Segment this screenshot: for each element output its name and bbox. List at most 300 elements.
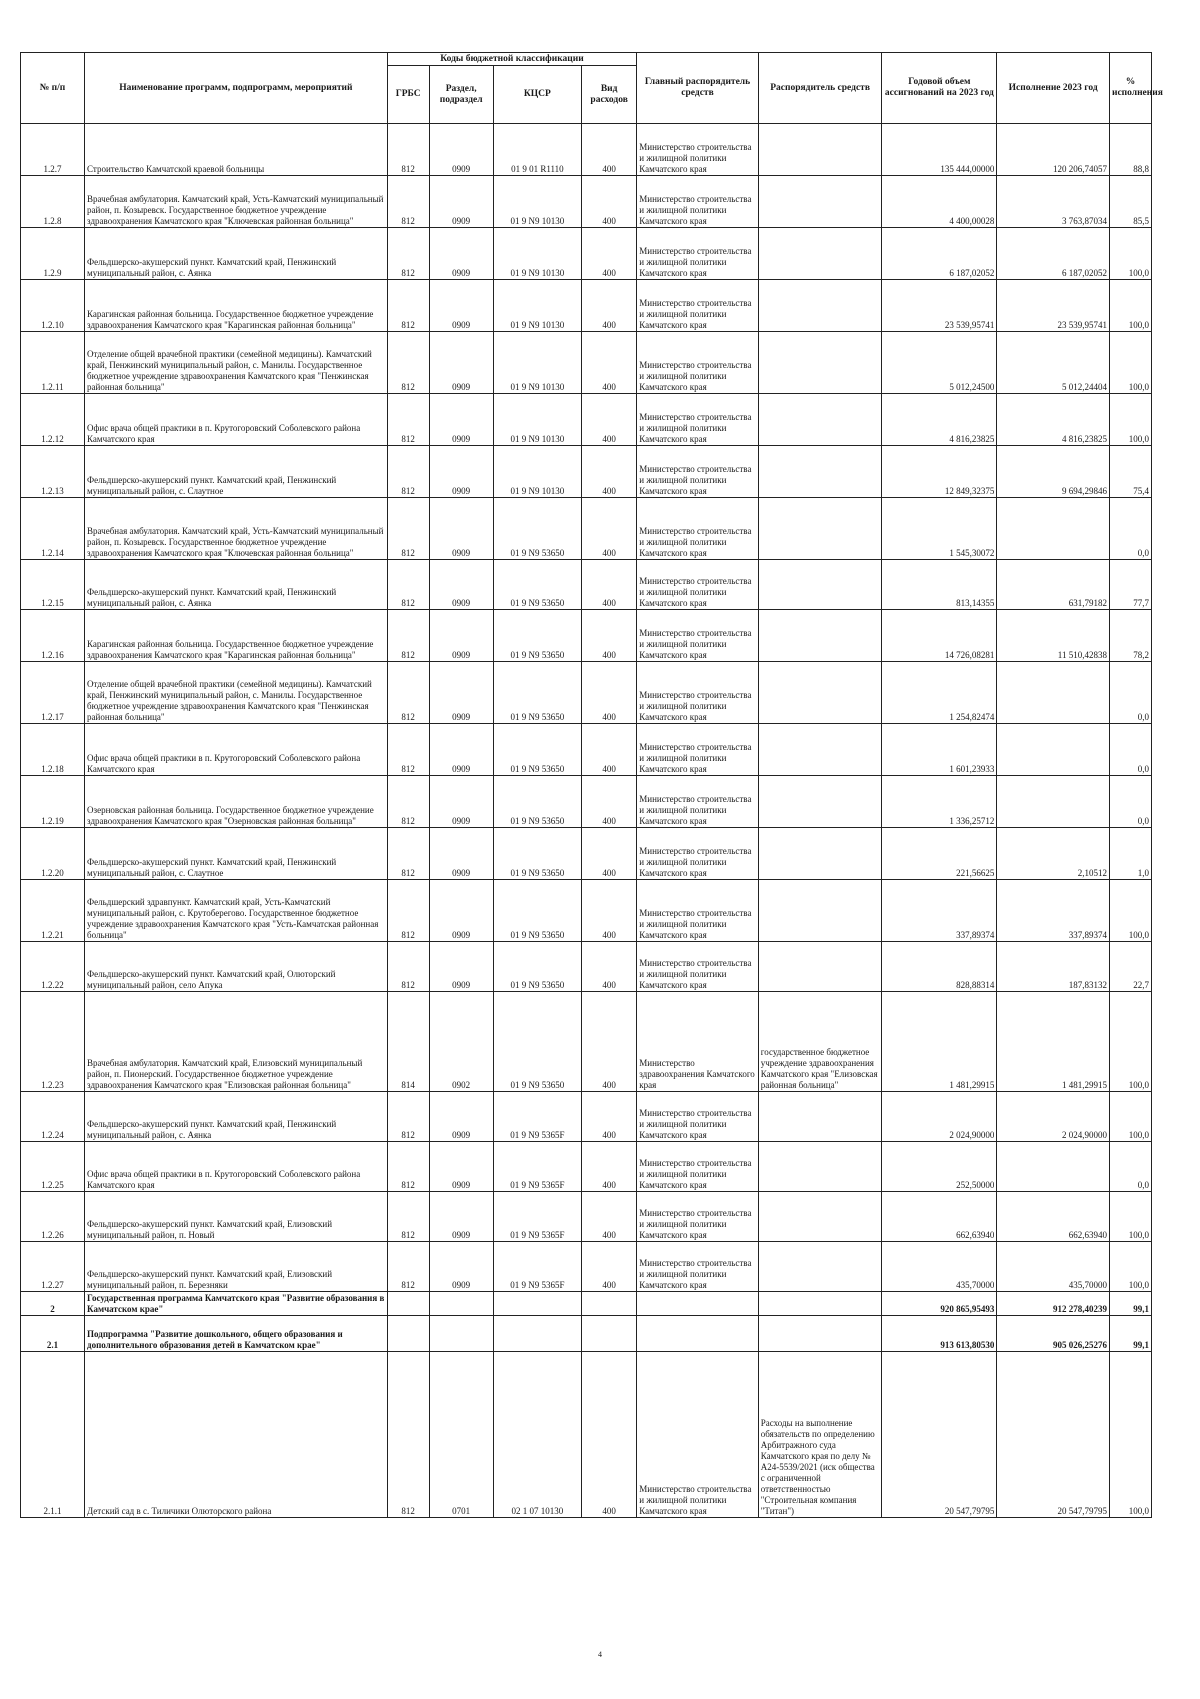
- cell-chief: Министерство строительства и жилищной политики Камчатского края: [637, 1092, 758, 1142]
- cell-num: 1.2.21: [21, 880, 85, 942]
- cell-grbs: 812: [387, 880, 429, 942]
- cell-executed: 20 547,79795: [997, 1352, 1110, 1518]
- table-body: [21, 124, 1152, 1518]
- cell-pct: 100,0: [1109, 880, 1151, 942]
- cell-vr: 400: [582, 828, 637, 880]
- cell-section: 0909: [429, 662, 493, 724]
- cell-kcsr: 01 9 N9 53650: [493, 942, 581, 992]
- table-row: [21, 394, 1152, 446]
- cell-name: Врачебная амбулатория. Камчатский край, Усть-Камчатский муниципальный район, п. Козыревск. Государственное бюджетное учреждение здравоохранения Камчатского края "Ключевская районная больница": [85, 498, 388, 560]
- cell-executed: [997, 776, 1110, 828]
- cell-num: 1.2.18: [21, 724, 85, 776]
- cell-section: 0909: [429, 228, 493, 280]
- cell-planned: 913 613,80530: [882, 1316, 997, 1352]
- cell-section: 0909: [429, 176, 493, 228]
- cell-planned: 1 336,25712: [882, 776, 997, 828]
- cell-pct: 100,0: [1109, 1352, 1151, 1518]
- cell-pct: 78,2: [1109, 610, 1151, 662]
- header-num: № п/п: [21, 53, 85, 124]
- cell-pct: 100,0: [1109, 394, 1151, 446]
- cell-pct: 88,8: [1109, 124, 1151, 176]
- cell-kcsr: 01 9 N9 10130: [493, 332, 581, 394]
- cell-section: 0909: [429, 280, 493, 332]
- cell-planned: 2 024,90000: [882, 1092, 997, 1142]
- cell-name: Врачебная амбулатория. Камчатский край, Елизовский муниципальный район, п. Пионерский. Государственное бюджетное учреждение здравоохранения Камчатского края "Елизовская районная больница": [85, 992, 388, 1092]
- cell-num: 2: [21, 1292, 85, 1316]
- cell-grbs: 812: [387, 1352, 429, 1518]
- cell-vr: 400: [582, 1142, 637, 1192]
- cell-section: 0902: [429, 992, 493, 1092]
- cell-vr: 400: [582, 498, 637, 560]
- cell-executed: 11 510,42838: [997, 610, 1110, 662]
- cell-vr: 400: [582, 280, 637, 332]
- cell-planned: 12 849,32375: [882, 446, 997, 498]
- cell-executed: 905 026,25276: [997, 1316, 1110, 1352]
- cell-grbs: 812: [387, 124, 429, 176]
- cell-executed: 5 012,24404: [997, 332, 1110, 394]
- cell-num: 1.2.7: [21, 124, 85, 176]
- cell-manager: [758, 828, 882, 880]
- header-chief: Главный распорядитель средств: [637, 53, 758, 124]
- cell-manager: [758, 560, 882, 610]
- cell-grbs: 812: [387, 446, 429, 498]
- cell-planned: 337,89374: [882, 880, 997, 942]
- cell-chief: Министерство строительства и жилищной политики Камчатского края: [637, 124, 758, 176]
- cell-chief: Министерство строительства и жилищной политики Камчатского края: [637, 1352, 758, 1518]
- cell-name: Подпрограмма "Развитие дошкольного, общего образования и дополнительного образования детей в Камчатском крае": [85, 1316, 388, 1352]
- cell-grbs: 814: [387, 992, 429, 1092]
- cell-planned: 14 726,08281: [882, 610, 997, 662]
- cell-manager: [758, 228, 882, 280]
- cell-vr: 400: [582, 332, 637, 394]
- cell-chief: Министерство строительства и жилищной политики Камчатского края: [637, 1142, 758, 1192]
- cell-section: 0909: [429, 560, 493, 610]
- table-row: [21, 1192, 1152, 1242]
- cell-grbs: 812: [387, 1092, 429, 1142]
- header-executed: Исполнение 2023 год: [997, 53, 1110, 124]
- cell-section: 0909: [429, 1242, 493, 1292]
- cell-grbs: 812: [387, 828, 429, 880]
- header-name: Наименование программ, подпрограмм, мероприятий: [85, 53, 388, 124]
- cell-kcsr: 01 9 N9 5365F: [493, 1242, 581, 1292]
- cell-manager: [758, 1092, 882, 1142]
- cell-manager: [758, 1292, 882, 1316]
- cell-num: 1.2.9: [21, 228, 85, 280]
- cell-manager: [758, 332, 882, 394]
- cell-grbs: [387, 1292, 429, 1316]
- cell-num: 1.2.19: [21, 776, 85, 828]
- cell-num: 1.2.12: [21, 394, 85, 446]
- cell-planned: 221,56625: [882, 828, 997, 880]
- cell-manager: [758, 446, 882, 498]
- cell-planned: 4 400,00028: [882, 176, 997, 228]
- cell-kcsr: 01 9 N9 53650: [493, 662, 581, 724]
- cell-name: Фельдшерско-акушерский пункт. Камчатский край, Пенжинский муниципальный район, с. Аянка: [85, 560, 388, 610]
- cell-chief: Министерство строительства и жилищной политики Камчатского края: [637, 1192, 758, 1242]
- cell-name: Фельдшерско-акушерский пункт. Камчатский край, Пенжинский муниципальный район, с. Слаутное: [85, 828, 388, 880]
- header-manager: Распорядитель средств: [758, 53, 882, 124]
- table-row: [21, 332, 1152, 394]
- cell-chief: Министерство строительства и жилищной политики Камчатского края: [637, 280, 758, 332]
- cell-kcsr: [493, 1316, 581, 1352]
- table-row: [21, 776, 1152, 828]
- cell-section: 0701: [429, 1352, 493, 1518]
- table-row: [21, 124, 1152, 176]
- cell-manager: [758, 1316, 882, 1352]
- document-page: [20, 52, 1163, 1518]
- cell-vr: 400: [582, 880, 637, 942]
- table-row: [21, 662, 1152, 724]
- cell-pct: 77,7: [1109, 560, 1151, 610]
- table-row: [21, 560, 1152, 610]
- cell-chief: Министерство здравоохранения Камчатского края: [637, 992, 758, 1092]
- cell-vr: [582, 1292, 637, 1316]
- cell-vr: 400: [582, 724, 637, 776]
- cell-section: 0909: [429, 394, 493, 446]
- table-row: [21, 498, 1152, 560]
- cell-chief: Министерство строительства и жилищной политики Камчатского края: [637, 828, 758, 880]
- cell-vr: 400: [582, 394, 637, 446]
- table-row: [21, 942, 1152, 992]
- cell-kcsr: 01 9 N9 5365F: [493, 1192, 581, 1242]
- cell-name: Государственная программа Камчатского края "Развитие образования в Камчатском крае": [85, 1292, 388, 1316]
- cell-manager: [758, 776, 882, 828]
- cell-manager: [758, 1192, 882, 1242]
- cell-grbs: [387, 1316, 429, 1352]
- cell-pct: 100,0: [1109, 992, 1151, 1092]
- cell-planned: 1 545,30072: [882, 498, 997, 560]
- table-row: [21, 1242, 1152, 1292]
- cell-kcsr: 01 9 N9 53650: [493, 828, 581, 880]
- cell-name: Фельдшерско-акушерский пункт. Камчатский край, Елизовский муниципальный район, п. Березняки: [85, 1242, 388, 1292]
- cell-manager: [758, 394, 882, 446]
- cell-kcsr: 01 9 N9 53650: [493, 724, 581, 776]
- cell-grbs: 812: [387, 176, 429, 228]
- cell-executed: 23 539,95741: [997, 280, 1110, 332]
- cell-kcsr: 01 9 N9 5365F: [493, 1092, 581, 1142]
- cell-kcsr: 01 9 N9 10130: [493, 394, 581, 446]
- table-row: [21, 1316, 1152, 1352]
- cell-grbs: 812: [387, 394, 429, 446]
- cell-num: 1.2.23: [21, 992, 85, 1092]
- cell-manager: [758, 610, 882, 662]
- cell-kcsr: 01 9 N9 10130: [493, 176, 581, 228]
- cell-planned: 20 547,79795: [882, 1352, 997, 1518]
- cell-executed: 187,83132: [997, 942, 1110, 992]
- cell-grbs: 812: [387, 776, 429, 828]
- header-vr: Вид расходов: [582, 66, 637, 124]
- cell-vr: [582, 1316, 637, 1352]
- cell-manager: [758, 942, 882, 992]
- cell-kcsr: 01 9 N9 10130: [493, 228, 581, 280]
- cell-name: Фельдшерско-акушерский пункт. Камчатский край, Пенжинский муниципальный район, с. Аянка: [85, 1092, 388, 1142]
- cell-executed: 435,70000: [997, 1242, 1110, 1292]
- cell-num: 1.2.22: [21, 942, 85, 992]
- table-row: [21, 1292, 1152, 1316]
- cell-grbs: 812: [387, 610, 429, 662]
- header-pct: % исполнения: [1109, 53, 1151, 124]
- cell-name: Фельдшерско-акушерский пункт. Камчатский край, Пенжинский муниципальный район, с. Аянка: [85, 228, 388, 280]
- cell-vr: 400: [582, 560, 637, 610]
- cell-section: 0909: [429, 610, 493, 662]
- cell-kcsr: 01 9 N9 53650: [493, 776, 581, 828]
- cell-num: 1.2.26: [21, 1192, 85, 1242]
- cell-section: 0909: [429, 776, 493, 828]
- cell-grbs: 812: [387, 1142, 429, 1192]
- cell-kcsr: 01 9 01 R1110: [493, 124, 581, 176]
- cell-vr: 400: [582, 124, 637, 176]
- cell-grbs: 812: [387, 280, 429, 332]
- cell-name: Офис врача общей практики в п. Крутогоровский Соболевского района Камчатского края: [85, 1142, 388, 1192]
- header-section: Раздел, подраздел: [429, 66, 493, 124]
- cell-vr: 400: [582, 446, 637, 498]
- cell-executed: 120 206,74057: [997, 124, 1110, 176]
- table-row: [21, 610, 1152, 662]
- cell-manager: [758, 498, 882, 560]
- cell-chief: Министерство строительства и жилищной политики Камчатского края: [637, 724, 758, 776]
- cell-chief: Министерство строительства и жилищной политики Камчатского края: [637, 560, 758, 610]
- cell-chief: [637, 1316, 758, 1352]
- cell-pct: 100,0: [1109, 332, 1151, 394]
- cell-section: 0909: [429, 1192, 493, 1242]
- cell-kcsr: 01 9 N9 53650: [493, 880, 581, 942]
- cell-vr: 400: [582, 992, 637, 1092]
- cell-vr: 400: [582, 1192, 637, 1242]
- cell-grbs: 812: [387, 662, 429, 724]
- cell-planned: 435,70000: [882, 1242, 997, 1292]
- cell-kcsr: 01 9 N9 10130: [493, 446, 581, 498]
- cell-name: Озерновская районная больница. Государственное бюджетное учреждение здравоохранения Камчатского края "Озерновская районная больница": [85, 776, 388, 828]
- cell-manager: [758, 124, 882, 176]
- cell-executed: 337,89374: [997, 880, 1110, 942]
- cell-name: Фельдшерско-акушерский пункт. Камчатский край, Олюторский муниципальный район, село Апука: [85, 942, 388, 992]
- cell-kcsr: 01 9 N9 53650: [493, 498, 581, 560]
- cell-executed: 2,10512: [997, 828, 1110, 880]
- cell-vr: 400: [582, 610, 637, 662]
- table-row: [21, 280, 1152, 332]
- cell-num: 1.2.16: [21, 610, 85, 662]
- cell-chief: Министерство строительства и жилищной политики Камчатского края: [637, 332, 758, 394]
- cell-num: 1.2.24: [21, 1092, 85, 1142]
- cell-executed: 9 694,29846: [997, 446, 1110, 498]
- cell-chief: Министерство строительства и жилищной политики Камчатского края: [637, 880, 758, 942]
- cell-planned: 920 865,95493: [882, 1292, 997, 1316]
- cell-planned: 23 539,95741: [882, 280, 997, 332]
- cell-section: [429, 1316, 493, 1352]
- cell-vr: 400: [582, 176, 637, 228]
- cell-executed: [997, 498, 1110, 560]
- cell-grbs: 812: [387, 942, 429, 992]
- cell-section: 0909: [429, 124, 493, 176]
- cell-pct: 75,4: [1109, 446, 1151, 498]
- cell-chief: Министерство строительства и жилищной политики Камчатского края: [637, 942, 758, 992]
- cell-section: 0909: [429, 942, 493, 992]
- cell-name: Фельдшерский здравпункт. Камчатский край, Усть-Камчатский муниципальный район, с. Крутоберегово. Государственное бюджетное учреждение здравоохранения Камчатского края "Усть-Камчатская районная больница": [85, 880, 388, 942]
- cell-manager: [758, 280, 882, 332]
- cell-grbs: 812: [387, 332, 429, 394]
- cell-kcsr: 01 9 N9 10130: [493, 280, 581, 332]
- cell-planned: 1 481,29915: [882, 992, 997, 1092]
- cell-section: 0909: [429, 724, 493, 776]
- cell-chief: Министерство строительства и жилищной политики Камчатского края: [637, 176, 758, 228]
- cell-name: Фельдшерско-акушерский пункт. Камчатский край, Елизовский муниципальный район, п. Новый: [85, 1192, 388, 1242]
- cell-pct: 0,0: [1109, 776, 1151, 828]
- cell-name: Офис врача общей практики в п. Крутогоровский Соболевского района Камчатского края: [85, 394, 388, 446]
- cell-pct: 0,0: [1109, 724, 1151, 776]
- cell-manager: [758, 880, 882, 942]
- cell-num: 1.2.8: [21, 176, 85, 228]
- table-row: [21, 828, 1152, 880]
- cell-manager: [758, 724, 882, 776]
- header-kcsr: КЦСР: [493, 66, 581, 124]
- cell-chief: Министерство строительства и жилищной политики Камчатского края: [637, 446, 758, 498]
- cell-section: 0909: [429, 880, 493, 942]
- cell-pct: 22,7: [1109, 942, 1151, 992]
- cell-vr: 400: [582, 1242, 637, 1292]
- cell-vr: 400: [582, 776, 637, 828]
- cell-vr: 400: [582, 662, 637, 724]
- cell-num: 2.1: [21, 1316, 85, 1352]
- cell-manager: [758, 1142, 882, 1192]
- cell-section: 0909: [429, 828, 493, 880]
- cell-manager: [758, 176, 882, 228]
- cell-pct: 100,0: [1109, 1192, 1151, 1242]
- cell-kcsr: 01 9 N9 53650: [493, 992, 581, 1092]
- cell-pct: 1,0: [1109, 828, 1151, 880]
- cell-planned: 828,88314: [882, 942, 997, 992]
- cell-kcsr: 01 9 N9 53650: [493, 560, 581, 610]
- cell-num: 2.1.1: [21, 1352, 85, 1518]
- cell-grbs: 812: [387, 1192, 429, 1242]
- cell-planned: 1 601,23933: [882, 724, 997, 776]
- table-row: [21, 176, 1152, 228]
- page-number: 4: [598, 1650, 602, 1659]
- cell-planned: 6 187,02052: [882, 228, 997, 280]
- cell-executed: 662,63940: [997, 1192, 1110, 1242]
- cell-pct: 100,0: [1109, 1242, 1151, 1292]
- header-codes-group: Коды бюджетной классификации: [387, 53, 637, 66]
- cell-name: Фельдшерско-акушерский пункт. Камчатский край, Пенжинский муниципальный район, с. Слаутное: [85, 446, 388, 498]
- table-row: [21, 446, 1152, 498]
- table-row: [21, 1142, 1152, 1192]
- cell-name: Офис врача общей практики в п. Крутогоровский Соболевского района Камчатского края: [85, 724, 388, 776]
- cell-pct: 0,0: [1109, 662, 1151, 724]
- table-row: [21, 1352, 1152, 1518]
- cell-name: Врачебная амбулатория. Камчатский край, Усть-Камчатский муниципальный район, п. Козыревск. Государственное бюджетное учреждение здравоохранения Камчатского края "Ключевская районная больница": [85, 176, 388, 228]
- cell-num: 1.2.11: [21, 332, 85, 394]
- cell-num: 1.2.27: [21, 1242, 85, 1292]
- cell-pct: 99,1: [1109, 1292, 1151, 1316]
- header-grbs: ГРБС: [387, 66, 429, 124]
- cell-executed: 631,79182: [997, 560, 1110, 610]
- cell-vr: 400: [582, 1092, 637, 1142]
- cell-grbs: 812: [387, 560, 429, 610]
- cell-num: 1.2.17: [21, 662, 85, 724]
- cell-pct: 100,0: [1109, 280, 1151, 332]
- cell-vr: 400: [582, 228, 637, 280]
- cell-kcsr: 01 9 N9 5365F: [493, 1142, 581, 1192]
- table-row: [21, 228, 1152, 280]
- cell-grbs: 812: [387, 498, 429, 560]
- cell-executed: 6 187,02052: [997, 228, 1110, 280]
- cell-pct: 100,0: [1109, 1092, 1151, 1142]
- cell-chief: Министерство строительства и жилищной политики Камчатского края: [637, 610, 758, 662]
- cell-executed: 912 278,40239: [997, 1292, 1110, 1316]
- cell-planned: 135 444,00000: [882, 124, 997, 176]
- cell-name: Карагинская районная больница. Государственное бюджетное учреждение здравоохранения Камчатского края "Карагинская районная больница": [85, 610, 388, 662]
- cell-grbs: 812: [387, 1242, 429, 1292]
- cell-chief: Министерство строительства и жилищной политики Камчатского края: [637, 394, 758, 446]
- cell-grbs: 812: [387, 228, 429, 280]
- cell-vr: 400: [582, 1352, 637, 1518]
- cell-chief: Министерство строительства и жилищной политики Камчатского края: [637, 662, 758, 724]
- cell-executed: [997, 1142, 1110, 1192]
- cell-kcsr: [493, 1292, 581, 1316]
- cell-grbs: 812: [387, 724, 429, 776]
- cell-section: 0909: [429, 446, 493, 498]
- cell-manager: Расходы на выполнение обязательств по определению Арбитражного суда Камчатского края по делу № А24-5539/2021 (иск общества с ограниченной ответственностью "Строительная компания "Титан"): [758, 1352, 882, 1518]
- cell-name: Карагинская районная больница. Государственное бюджетное учреждение здравоохранения Камчатского края "Карагинская районная больница": [85, 280, 388, 332]
- table-row: [21, 880, 1152, 942]
- cell-num: 1.2.15: [21, 560, 85, 610]
- cell-section: 0909: [429, 332, 493, 394]
- cell-executed: [997, 662, 1110, 724]
- cell-planned: 5 012,24500: [882, 332, 997, 394]
- cell-num: 1.2.20: [21, 828, 85, 880]
- cell-name: Строительство Камчатской краевой больницы: [85, 124, 388, 176]
- cell-num: 1.2.14: [21, 498, 85, 560]
- cell-manager: [758, 1242, 882, 1292]
- cell-executed: [997, 724, 1110, 776]
- cell-pct: 85,5: [1109, 176, 1151, 228]
- cell-executed: 4 816,23825: [997, 394, 1110, 446]
- cell-chief: Министерство строительства и жилищной политики Камчатского края: [637, 498, 758, 560]
- cell-planned: 662,63940: [882, 1192, 997, 1242]
- cell-pct: 0,0: [1109, 1142, 1151, 1192]
- cell-section: 0909: [429, 498, 493, 560]
- cell-executed: 3 763,87034: [997, 176, 1110, 228]
- cell-pct: 99,1: [1109, 1316, 1151, 1352]
- table-row: [21, 724, 1152, 776]
- cell-manager: государственное бюджетное учреждение здравоохранения Камчатского края "Елизовская районная больница": [758, 992, 882, 1092]
- cell-kcsr: 01 9 N9 53650: [493, 610, 581, 662]
- cell-section: 0909: [429, 1092, 493, 1142]
- table-row: [21, 1092, 1152, 1142]
- table-row: [21, 992, 1152, 1092]
- cell-planned: 4 816,23825: [882, 394, 997, 446]
- cell-name: Отделение общей врачебной практики (семейной медицины). Камчатский край, Пенжинский муниципальный район, с. Манилы. Государственное бюджетное учреждение здравоохранения Камчатского края "Пенжинская районная больница": [85, 332, 388, 394]
- cell-num: 1.2.10: [21, 280, 85, 332]
- cell-pct: 0,0: [1109, 498, 1151, 560]
- cell-kcsr: 02 1 07 10130: [493, 1352, 581, 1518]
- cell-planned: 1 254,82474: [882, 662, 997, 724]
- cell-manager: [758, 662, 882, 724]
- header-planned: Годовой объем ассигнований на 2023 год: [882, 53, 997, 124]
- cell-pct: 100,0: [1109, 228, 1151, 280]
- cell-name: Отделение общей врачебной практики (семейной медицины). Камчатский край, Пенжинский муниципальный район, с. Манилы. Государственное бюджетное учреждение здравоохранения Камчатского края "Пенжинская районная больница": [85, 662, 388, 724]
- cell-vr: 400: [582, 942, 637, 992]
- cell-section: [429, 1292, 493, 1316]
- budget-table: [20, 52, 1163, 1518]
- cell-planned: 813,14355: [882, 560, 997, 610]
- cell-chief: Министерство строительства и жилищной политики Камчатского края: [637, 1242, 758, 1292]
- cell-num: 1.2.13: [21, 446, 85, 498]
- cell-num: 1.2.25: [21, 1142, 85, 1192]
- cell-chief: Министерство строительства и жилищной политики Камчатского края: [637, 776, 758, 828]
- cell-chief: Министерство строительства и жилищной политики Камчатского края: [637, 228, 758, 280]
- cell-name: Детский сад в с. Тиличики Олюторского района: [85, 1352, 388, 1518]
- cell-chief: [637, 1292, 758, 1316]
